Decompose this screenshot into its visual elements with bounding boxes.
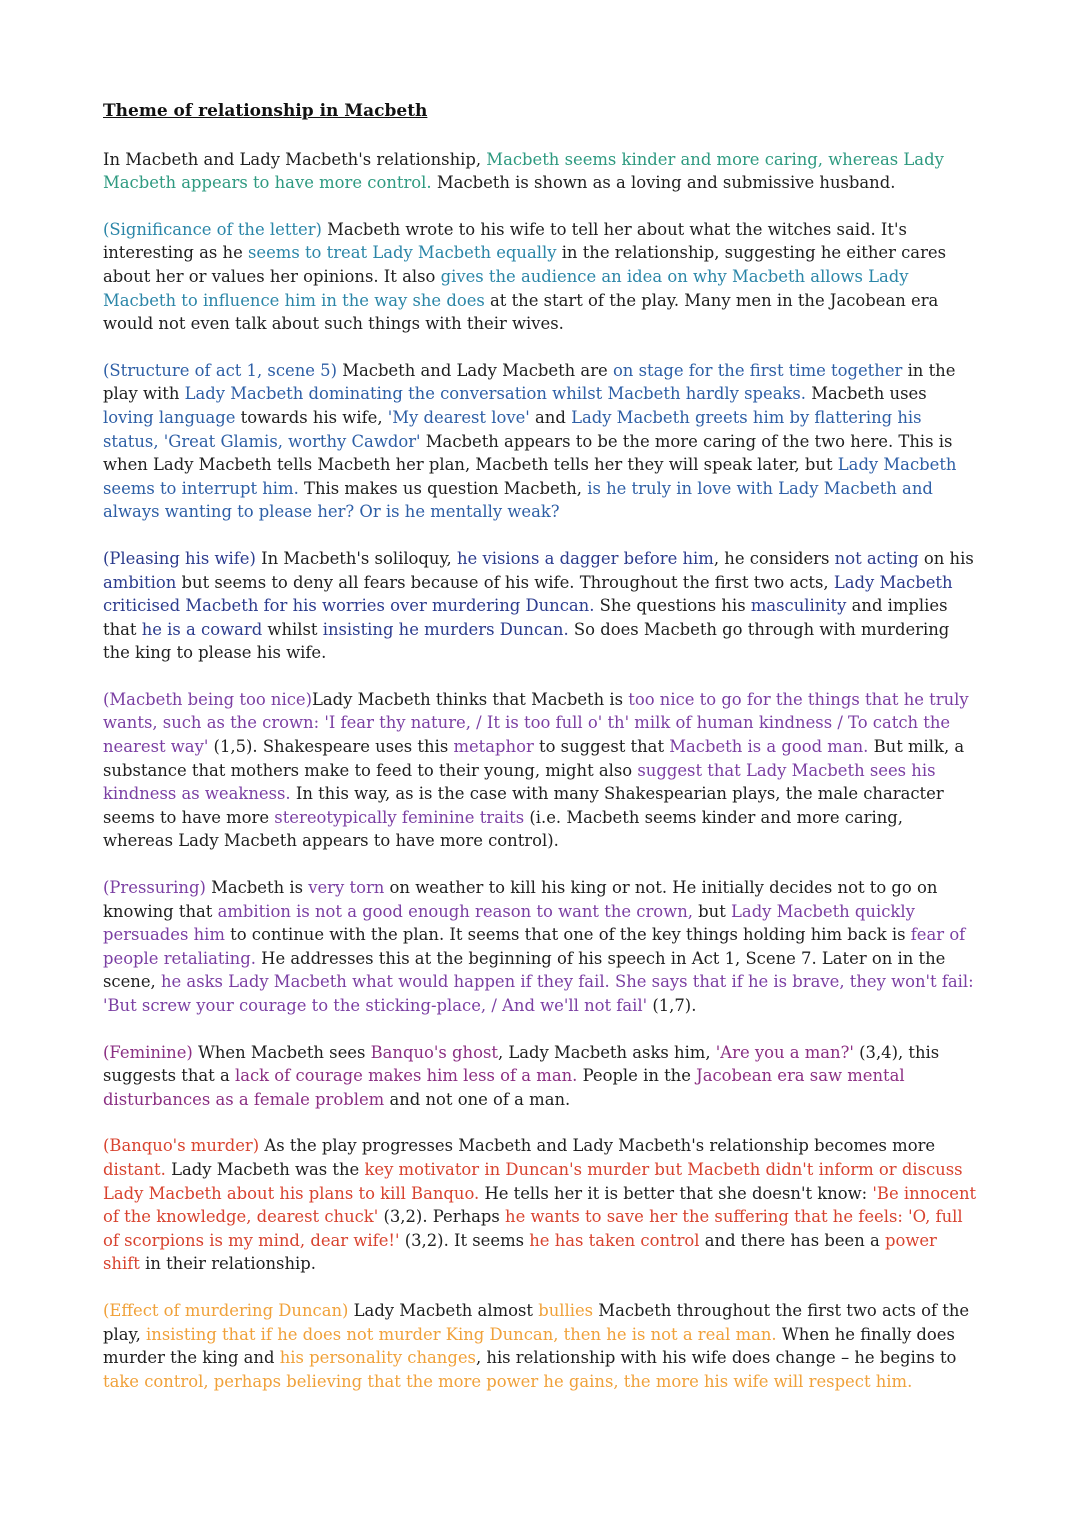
body-text: whilst (262, 619, 323, 639)
body-text: Lady Macbeth thinks that Macbeth is (311, 689, 629, 709)
body-text: and there has been a (699, 1230, 885, 1250)
highlighted-text: bullies (538, 1300, 594, 1320)
body-text: in their relationship. (139, 1254, 316, 1274)
body-text: (1,7). (647, 996, 697, 1015)
body-text: and (529, 407, 572, 427)
highlighted-text: is he truly in love with Lady Macbeth and always wanting to please her? Or is he mentally weak? (103, 478, 933, 522)
body-text: on his (918, 548, 974, 568)
highlighted-text: Banquo's ghost (370, 1042, 498, 1062)
highlighted-text: ambition is not a good enough reason to want the crown, (217, 901, 693, 921)
body-text: This makes us question Macbeth, (298, 478, 588, 498)
highlighted-text: he visions a dagger before him (456, 548, 714, 568)
highlighted-text: gives the audience an idea on why Macbeth allows Lady Macbeth to influence him in the way she does (103, 266, 909, 310)
highlighted-text: Lady Macbeth criticised Macbeth for his worries over murdering Duncan. (103, 572, 953, 616)
document-page (103, 100, 978, 1416)
highlighted-text: he wants to save her the suffering that he feels: 'O, full of scorpions is my mind, dear wife!' (103, 1207, 963, 1250)
paragraph (103, 876, 978, 1018)
body-text: but (692, 901, 732, 921)
highlighted-text: his personality changes (279, 1348, 476, 1368)
body-text: (3,4), this suggests that a (103, 1042, 940, 1086)
body-text: (3,2). Perhaps (378, 1207, 506, 1227)
highlighted-text: he asks Lady Macbeth what would happen if they fail. She says that if he is brave, they won't fail: 'But screw your courage to the sticking-place, / And we'll not fail' (103, 972, 974, 1015)
body-text: in the relationship, suggesting he either cares about her or values her opinions. It also (103, 243, 947, 286)
body-text: In this way, as is the case with many Shakespearian plays, the male character seems to have more (103, 784, 944, 827)
body-text: Macbeth wrote to his wife to tell her about what the witches said. It's interesting as he (103, 219, 907, 263)
highlighted-text: (Pleasing his wife) (103, 548, 256, 568)
body-text: , his relationship with his wife does change – he begins to (475, 1348, 957, 1368)
body-text: Macbeth appears to be the more caring of the two here. This is when Lady Macbeth tells Macbeth her plan, Macbeth tells her they will speak later, but (103, 431, 953, 475)
highlighted-text: key motivator in Duncan's murder but Macbeth didn't inform or discuss Lady Macbeth about his plans to kill Banquo. (103, 1159, 963, 1203)
highlighted-text: fear of people retaliating. (103, 925, 966, 968)
body-text: (i.e. Macbeth seems kinder and more caring, whereas Lady Macbeth appears to have more control). (103, 807, 904, 851)
highlighted-text: he has taken control (529, 1230, 700, 1250)
paragraph (103, 1134, 978, 1276)
highlighted-text: Macbeth is a good man. (669, 737, 869, 757)
highlighted-text: (Significance of the letter) (103, 219, 322, 239)
highlighted-text: 'Be innocent of the knowledge, dearest chuck' (103, 1183, 977, 1227)
highlighted-text: very torn (308, 878, 385, 898)
body-text: Macbeth uses (806, 384, 927, 404)
body-text: As the play progresses Macbeth and Lady Macbeth's relationship becomes more (259, 1136, 936, 1156)
body-text: When Macbeth sees (192, 1042, 371, 1062)
body-text: , Lady Macbeth asks him, (497, 1042, 716, 1062)
highlighted-text: ambition (103, 572, 177, 592)
body-text: at the start of the play. Many men in the Jacobean era would not even talk about such things with their wives. (103, 290, 939, 334)
highlighted-text: Jacobean era saw mental disturbances as a female problem (103, 1066, 905, 1109)
body-text: He addresses this at the beginning of his speech in Act 1, Scene 7. Later on in the scene, (103, 948, 946, 992)
highlighted-text: stereotypically feminine traits (274, 807, 525, 827)
body-text: (1,5). Shakespeare uses this (208, 737, 454, 757)
highlighted-text: he is a coward (141, 619, 263, 639)
body-text: Lady Macbeth was the (165, 1159, 365, 1179)
highlighted-text: insisting that if he does not murder King Duncan, then he is not a real man. (146, 1324, 777, 1344)
highlighted-text: not acting (834, 548, 919, 568)
body-text: Macbeth and Lady Macbeth are (337, 360, 613, 380)
highlighted-text: distant. (103, 1159, 166, 1179)
paragraph (103, 547, 978, 665)
highlighted-text: metaphor (453, 737, 534, 757)
body-text: In Macbeth's soliloquy, (255, 548, 457, 568)
highlighted-text: (Banquo's murder) (103, 1136, 260, 1156)
highlighted-text: loving language (103, 407, 236, 427)
body-text: Lady Macbeth almost (348, 1300, 539, 1320)
body-text: People in the (577, 1066, 697, 1086)
body-text: to suggest that (533, 737, 670, 757)
document-body (103, 148, 978, 1394)
highlighted-text: lack of courage makes him less of a man. (234, 1066, 578, 1086)
highlighted-text: suggest that Lady Macbeth sees his kindness as weakness. (103, 760, 936, 804)
body-text: So does Macbeth go through with murdering the king to please his wife. (103, 619, 950, 663)
body-text: but seems to deny all fears because of his wife. Throughout the first two acts, (176, 572, 834, 592)
body-text: Macbeth is shown as a loving and submissive husband. (431, 173, 896, 193)
body-text: and not one of a man. (384, 1089, 571, 1109)
body-text: But milk, a substance that mothers make to feed to their young, might also (103, 737, 965, 780)
highlighted-text: insisting he murders Duncan. (322, 619, 569, 639)
highlighted-text: Macbeth seems kinder and more caring, whereas Lady Macbeth appears to have more control. (103, 149, 944, 193)
highlighted-text: Lady Macbeth seems to interrupt him. (103, 455, 957, 498)
paragraph (103, 148, 978, 195)
body-text: and implies that (103, 596, 948, 639)
highlighted-text: Lady Macbeth greets him by flattering his status, 'Great Glamis, worthy Cawdor' (103, 407, 922, 451)
body-text: , he considers (713, 548, 835, 568)
document-title: Theme of relationship in Macbeth (103, 101, 428, 121)
body-text: He tells her it is better that she doesn't know: (479, 1183, 873, 1203)
highlighted-text: take control, perhaps believing that the more power he gains, the more his wife will respect him. (103, 1371, 913, 1391)
body-text: When he finally does murder the king and (103, 1324, 955, 1368)
body-text: (3,2). It seems (399, 1230, 530, 1250)
body-text: to continue with the plan. It seems that one of the key things holding him back is (224, 925, 911, 945)
highlighted-text: 'My dearest love' (387, 407, 530, 427)
highlighted-text: (Feminine) (103, 1042, 193, 1062)
paragraph (103, 1041, 978, 1112)
paragraph (103, 218, 978, 336)
highlighted-text: too nice to go for the things that he truly wants, such as the crown: 'I fear thy nature, / It is too full o' th' milk of human kindness / To catch the nearest way' (103, 689, 969, 757)
highlighted-text: (Pressuring) (103, 878, 206, 898)
highlighted-text: power shift (103, 1230, 937, 1274)
body-text: towards his wife, (235, 407, 388, 427)
paragraph (103, 688, 978, 853)
paragraph (103, 1299, 978, 1393)
highlighted-text: (Macbeth being too nice) (103, 689, 312, 709)
body-text: Macbeth throughout the first two acts of the play, (103, 1300, 970, 1344)
highlighted-text: (Structure of act 1, scene 5) (103, 360, 337, 380)
highlighted-text: (Effect of murdering Duncan) (103, 1300, 349, 1320)
highlighted-text: 'Are you a man?' (715, 1042, 854, 1062)
highlighted-text: masculinity (750, 596, 847, 616)
highlighted-text: seems to treat Lady Macbeth equally (247, 243, 557, 263)
highlighted-text: on stage for the first time together (612, 360, 903, 380)
body-text: in the play with (103, 360, 956, 404)
paragraph (103, 359, 978, 524)
highlighted-text: Lady Macbeth quickly persuades him (103, 901, 915, 945)
body-text: In Macbeth and Lady Macbeth's relationship, (103, 149, 487, 169)
body-text: Macbeth is (205, 878, 309, 898)
body-text: on weather to kill his king or not. He initially decides not to go on knowing that (103, 878, 938, 921)
highlighted-text: Lady Macbeth dominating the conversation whilst Macbeth hardly speaks. (184, 384, 807, 404)
body-text: She questions his (594, 596, 751, 616)
